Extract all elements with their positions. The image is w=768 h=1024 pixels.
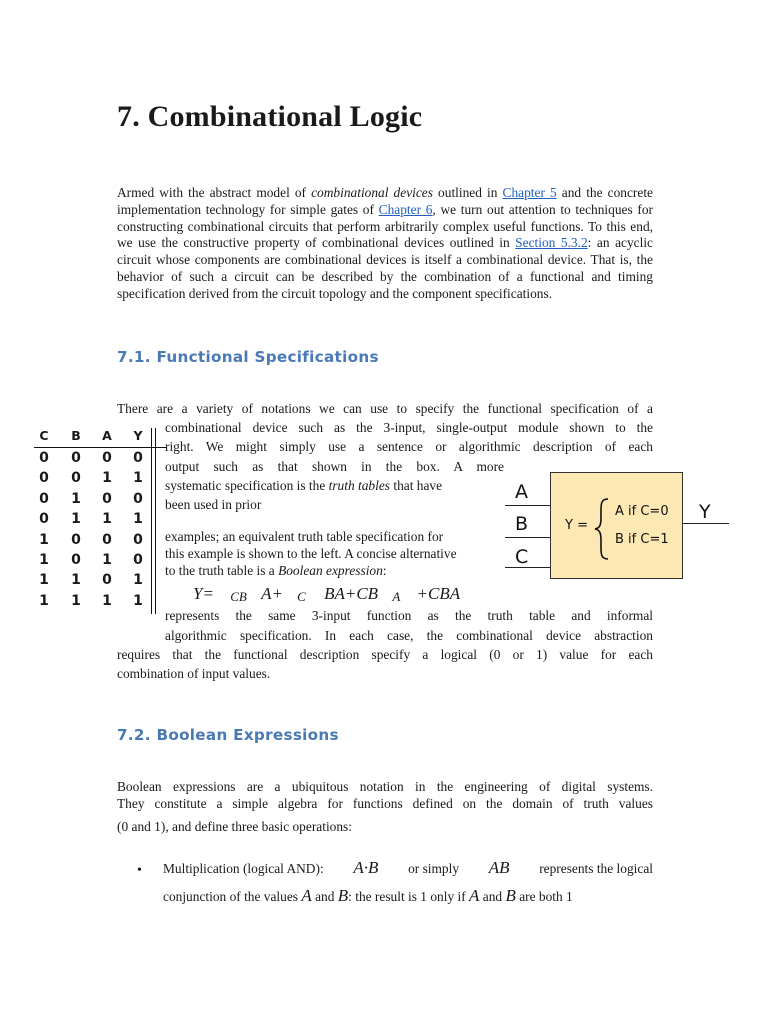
table-cell: 0: [39, 490, 49, 507]
table-cell: 1: [102, 511, 112, 528]
table-cell: 1: [133, 572, 143, 589]
bullet-math: A·B: [353, 858, 379, 877]
table-header-cell: C: [39, 428, 49, 443]
section-heading-functional: 7.1. Functional Specifications: [117, 348, 379, 366]
table-cell: 1: [39, 552, 49, 568]
section-532-link[interactable]: Section 5.3.2: [515, 235, 588, 251]
table-header-cell: Y: [133, 428, 143, 443]
text-line: combinational device such as the 3-input, single-output module shown to the: [165, 420, 653, 435]
table-cell: 0: [133, 552, 143, 568]
table-cell: 1: [133, 592, 143, 609]
text-line: Boolean expressions are a ubiquitous notation in the engineering of digital systems.: [117, 779, 653, 794]
boolean-formula: [193, 584, 460, 604]
input-wire-a: [505, 505, 551, 506]
bullet-text: represents the logical: [539, 861, 653, 876]
text-line: output such as that shown in the box. A more: [165, 459, 504, 474]
bullet-math: A: [469, 886, 480, 905]
text-line: been used in prior: [165, 497, 262, 512]
intro-text: , we turn out attention to techniques for constructing combinational circuits that perform arbitrarily complex useful functions. To this end, we use the constructive property of combinational devices outlined in: [117, 201, 653, 251]
formula-term: BA+CB: [324, 584, 379, 603]
chapter-6-link[interactable]: Chapter 6: [378, 201, 433, 217]
table-divider: [151, 428, 152, 614]
text-line: [165, 478, 442, 494]
table-cell: 0: [102, 572, 112, 589]
table-cell: 1: [39, 531, 49, 548]
table-cell: 0: [102, 490, 112, 507]
intro-text: : an acyclic circuit whose components are combinational devices is itself a combinational device. That is, the behavior of such a circuit can be described by the combination of a functional and timing specification derived from the circuit topology and the component specifications.: [117, 235, 653, 301]
text-line: They constitute a simple algebra for functions defined on the domain of truth values: [117, 796, 653, 811]
table-cell: 1: [102, 592, 112, 609]
input-label-b: B: [515, 513, 529, 535]
bullet-math: B: [337, 886, 349, 905]
table-cell: 1: [71, 511, 81, 528]
intro-emphasis: combinational devices: [311, 185, 433, 200]
table-cell: 0: [133, 531, 143, 548]
text-line: combination of input values.: [117, 666, 271, 681]
text-span: that have: [390, 478, 443, 493]
intro-text: outlined in: [432, 185, 503, 200]
formula-term: C: [297, 589, 306, 604]
table-header-cell: B: [71, 428, 81, 443]
bullet-line: [163, 860, 653, 877]
bullet-text: are both 1: [515, 889, 573, 904]
formula-term: A+: [261, 584, 283, 603]
text-line: this example is shown to the left. A concise alternative: [165, 546, 457, 561]
text-line: There are a variety of notations we can use to specify the functional specification of a: [117, 401, 653, 416]
table-cell: 1: [102, 470, 112, 487]
text-span: systematic specification is the: [165, 478, 329, 493]
bullet-text: and: [479, 889, 506, 904]
formula-term: A: [392, 589, 401, 604]
text-line: algorithmic specification. In each case, the combinational device abstraction: [165, 628, 653, 643]
table-cell: 1: [39, 592, 49, 609]
table-divider: [155, 428, 156, 614]
table-cell: 0: [71, 531, 81, 548]
table-cell: 0: [133, 450, 143, 466]
input-label-a: A: [515, 481, 528, 503]
bullet-math: A: [301, 886, 312, 905]
chapter-5-link[interactable]: Chapter 5: [502, 185, 557, 200]
curly-brace-icon: [593, 497, 611, 561]
table-cell: 0: [71, 552, 81, 568]
input-label-c: C: [515, 546, 529, 568]
input-wire-c: [505, 567, 551, 568]
text-line: (0 and 1), and define three basic operations:: [117, 819, 352, 834]
bullet-text: or simply: [408, 861, 460, 876]
bullet-text: and: [311, 889, 338, 904]
output-wire-y: [683, 523, 729, 524]
table-cell: 0: [102, 450, 112, 466]
table-cell: 1: [71, 592, 81, 609]
text-line: examples; an equivalent truth table specification for: [165, 529, 444, 544]
bullet-marker: •: [137, 863, 142, 878]
text-line: [165, 563, 387, 579]
table-cell: 1: [39, 572, 49, 589]
table-cell: 0: [39, 470, 49, 487]
table-header-rule: [34, 447, 166, 448]
intro-paragraph: [117, 185, 653, 303]
table-cell: 0: [102, 531, 112, 548]
bullet-line: [163, 888, 573, 905]
circuit-module-box: [550, 472, 683, 579]
bullet-text: : the result is 1 only if: [348, 889, 470, 904]
table-cell: 1: [133, 470, 143, 487]
bullet-text: conjunction of the values: [163, 889, 302, 904]
formula-y: Y=: [193, 584, 214, 603]
table-cell: 0: [71, 450, 81, 466]
table-cell: 1: [102, 552, 112, 568]
y-equals-label: Y =: [565, 518, 588, 533]
table-cell: 0: [133, 490, 143, 507]
bullet-math: AB: [488, 858, 510, 877]
text-emphasis: truth tables: [328, 478, 391, 493]
text-emphasis: Boolean expression: [278, 563, 383, 578]
text-line: represents the same 3-input function as the truth table and informal: [165, 608, 653, 623]
case-b-label: B if C=1: [615, 532, 669, 547]
text-span: :: [382, 563, 387, 578]
text-line: requires that the functional description specify a logical (0 or 1) value for each: [117, 647, 653, 662]
input-wire-b: [505, 537, 551, 538]
table-cell: 0: [39, 450, 49, 466]
bullet-text: Multiplication (logical AND):: [163, 861, 324, 876]
table-cell: 1: [71, 490, 81, 507]
table-cell: 1: [71, 572, 81, 589]
intro-text: Armed with the abstract model of: [117, 185, 312, 200]
bullet-math: B: [505, 886, 516, 905]
table-header-cell: A: [102, 428, 112, 443]
section-heading-boolean: 7.2. Boolean Expressions: [117, 726, 339, 744]
text-span: to the truth table is a: [165, 563, 279, 578]
formula-term: CB: [230, 589, 247, 604]
text-line: right. We might simply use a sentence or algorithmic description of each: [165, 439, 653, 454]
intro-text: and the concrete implementation technology for simple gates of: [117, 185, 653, 217]
output-label-y: Y: [699, 501, 711, 523]
formula-term: +CBA: [416, 584, 461, 603]
table-cell: 1: [133, 511, 143, 528]
page-title: 7. Combinational Logic: [117, 100, 423, 133]
table-cell: 0: [71, 470, 81, 487]
case-a-label: A if C=0: [615, 504, 669, 519]
table-cell: 0: [39, 511, 49, 528]
